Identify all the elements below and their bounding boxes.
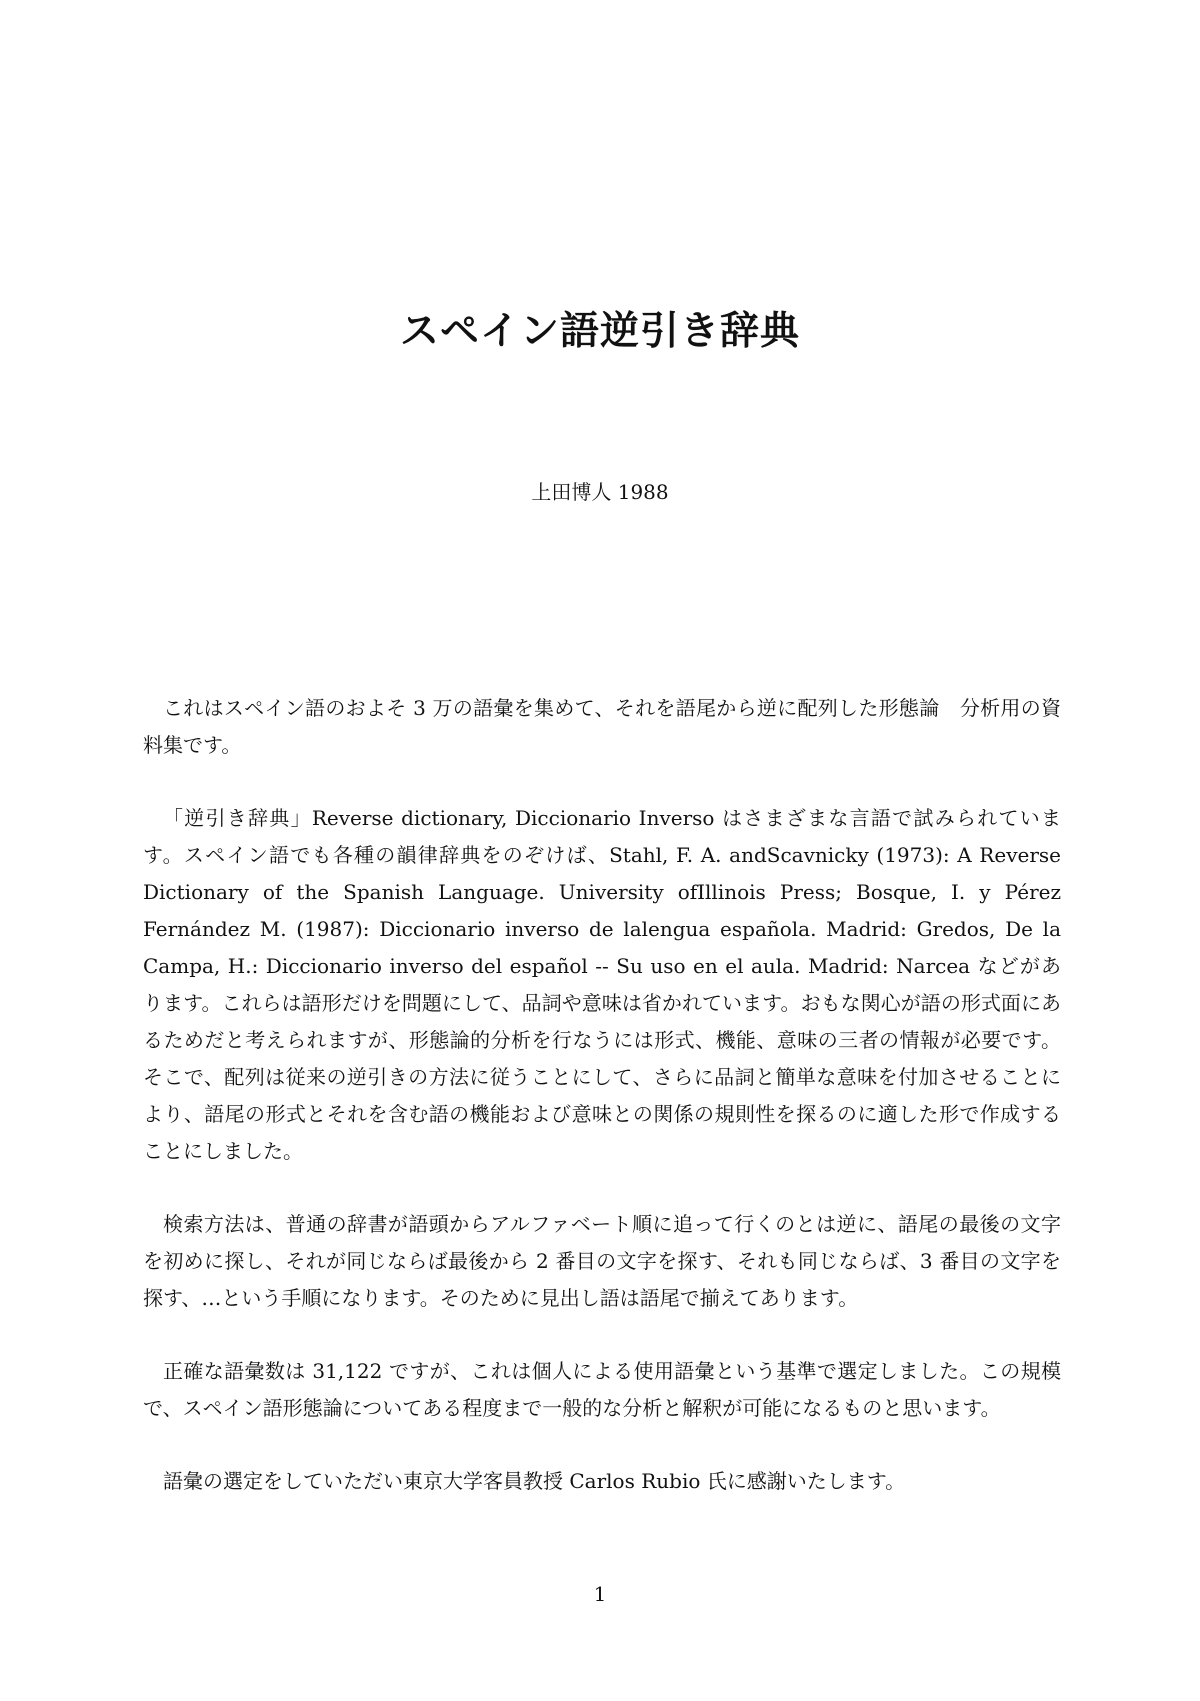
paragraph-vocabulary-count: 正確な語彙数は 31,122 ですが、これは個人による使用語彙という基準で選定しました。この規模で、スペイン語形態論についてある程度まで一般的な分析と解釈が可能になるものと思います。	[143, 1359, 1061, 1420]
paragraph-intro: これはスペイン語のおよそ 3 万の語彙を集めて、それを語尾から逆に配列した形態論 分析用の資料集です。	[143, 696, 1061, 757]
body-text	[143, 690, 1061, 1536]
paragraph-reverse-dictionaries: 「逆引き辞典」Reverse dictionary, Diccionario Inverso はさまざまな言語で試みられています。スペイン語でも各種の韻律辞典をのぞけば、Stahl, F. A. andScavnicky (1973): A Reverse Dictionary of the Spanish Language. University ofIllinois Press; Bosque, I. y Pérez Fernández M. (1987): Diccionario inverso de lalengua española. Madrid: Gredos, De la Campa, H.: Diccionario inverso del español -- Su uso en el aula. Madrid: Narcea などがあります。これらは語形だけを問題にして、品詞や意味は省かれています。おもな関心が語の形式面にあるためだと考えられますが、形態論的分析を行なうには形式、機能、意味の三者の情報が必要です。そこで、配列は従来の逆引きの方法に従うことにして、さらに品詞と簡単な意味を付加させることにより、語尾の形式とそれを含む語の機能および意味との関係の規則性を探るのに適した形で作成することにしました。	[143, 806, 1061, 1163]
page-number: 1	[593, 1582, 607, 1606]
author-line: 上田博人 1988	[531, 480, 669, 504]
paragraph-acknowledgement: 語彙の選定をしていただい東京大学客員教授 Carlos Rubio 氏に感謝いたします。	[163, 1469, 906, 1493]
paragraph-search-method: 検索方法は、普通の辞書が語頭からアルファベート順に追って行くのとは逆に、語尾の最後の文字を初めに探し、それが同じならば最後から 2 番目の文字を探す、それも同じならば、3 番目の文字を探す、…という手順になります。そのために見出し語は語尾で揃えてあります。	[143, 1212, 1061, 1310]
document-title: スペイン語逆引き辞典	[399, 309, 800, 354]
